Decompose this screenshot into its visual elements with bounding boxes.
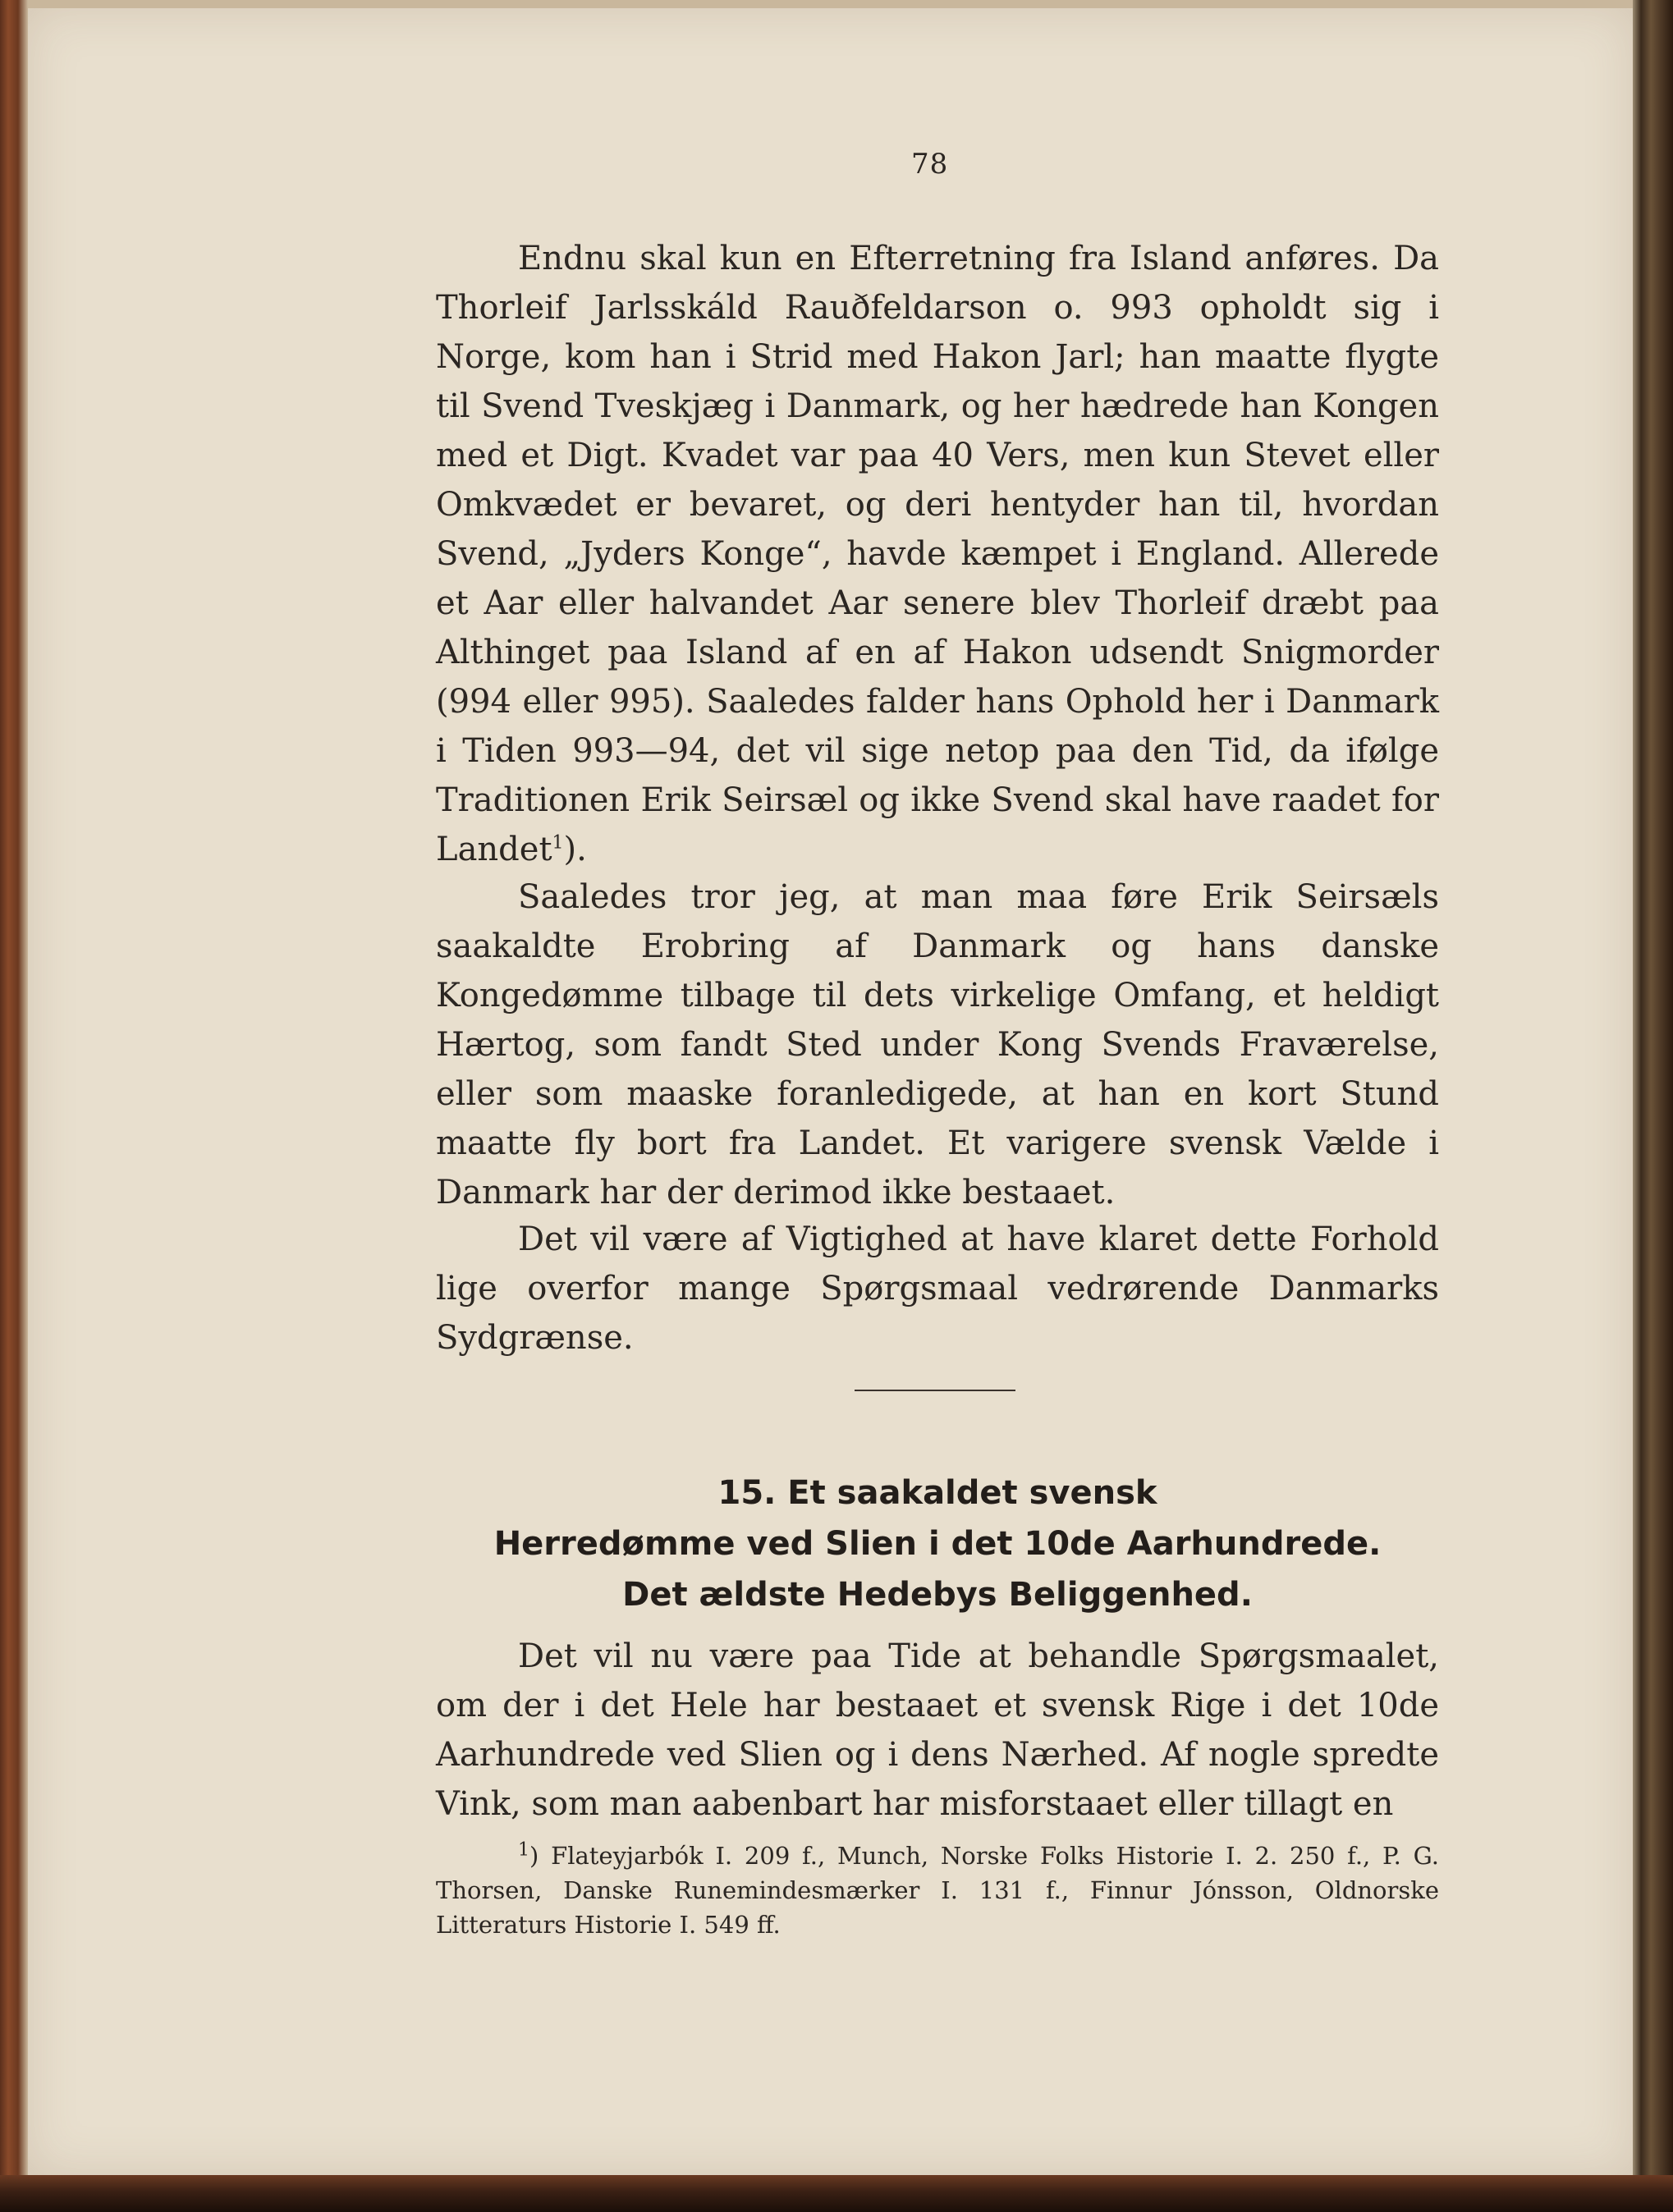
section-divider: [855, 1390, 1015, 1391]
paragraph-4: Det vil nu være paa Tide at behandle Spørgsmaalet, om der i det Hele har bestaaet et svensk Rige i det 10de Aarhundrede ved Slien og i dens Nærhed. Af nogle spredte Vink, som man aabenbart har misforstaaet eller tillagt en: [436, 1637, 1439, 1823]
footnote: [436, 1839, 1439, 1942]
paragraph-2: Saaledes tror jeg, at man maa føre Erik Seirsæls saakaldte Erobring af Danmark og hans danske Kongedømme tilbage til dets virkelige Omfang, et heldigt Hærtog, som fandt Sted under Kong Svends Fraværelse, eller som maaske foranledigede, at han en kort Stund maatte fly bort fra Landet. Et varigere svensk Vælde i Danmark har der derimod ikke bestaaet.: [436, 878, 1439, 1211]
footnote-marker: 1: [518, 1839, 529, 1861]
section-heading: [436, 1468, 1439, 1620]
page-number: 78: [911, 148, 949, 181]
footnote-reference-close: ).: [563, 831, 587, 868]
section-heading-line-1: 15. Et saakaldet svensk: [717, 1474, 1157, 1512]
footnote-text: ) Flateyjarbók I. 209 f., Munch, Norske Folks Historie I. 2. 250 f., P. G. Thorsen, Danske Runemindesmærker I. 131 f., Finnur Jónsson, Oldnorske Litteraturs Historie I. 549 ff.: [436, 1842, 1439, 1939]
section-heading-line-3: Det ældste Hedebys Beliggenhed.: [622, 1576, 1253, 1614]
page-edge-bottom: [0, 2175, 1673, 2212]
paragraph-1-text: Endnu skal kun en Efterretning fra Island anføres. Da Thorleif Jarlsskáld Rauðfeldarson o. 993 opholdt sig i Norge, kom han i Strid med Hakon Jarl; han maatte flygte til Svend Tveskjæg i Danmark, og her hædrede han Kongen med et Digt. Kvadet var paa 40 Vers, men kun Stevet eller Omkvædet er bevaret, og deri hentyder han til, hvordan Svend, „Jyders Konge“, havde kæmpet i England. Allerede et Aar eller halvandet Aar senere blev Thorleif dræbt paa Althinget paa Island af en af Hakon udsendt Snigmorder (994 eller 995). Saaledes falder hans Ophold her i Danmark i Tiden 993—94, det vil sige netop paa den Tid, da ifølge Traditionen Erik Seirsæl og ikke Svend skal have raadet for Landet: [436, 240, 1439, 868]
paragraph-1: [436, 234, 1439, 874]
section-heading-line-2: Herredømme ved Slien i det 10de Aarhundrede.: [493, 1525, 1382, 1563]
paragraph-3: Det vil være af Vigtighed at have klaret dette Forhold lige overfor mange Spørgsmaal vedrørende Danmarks Sydgrænse.: [436, 1220, 1439, 1357]
footnote-reference: 1: [552, 832, 564, 854]
page-edge-right: [1633, 0, 1673, 2212]
